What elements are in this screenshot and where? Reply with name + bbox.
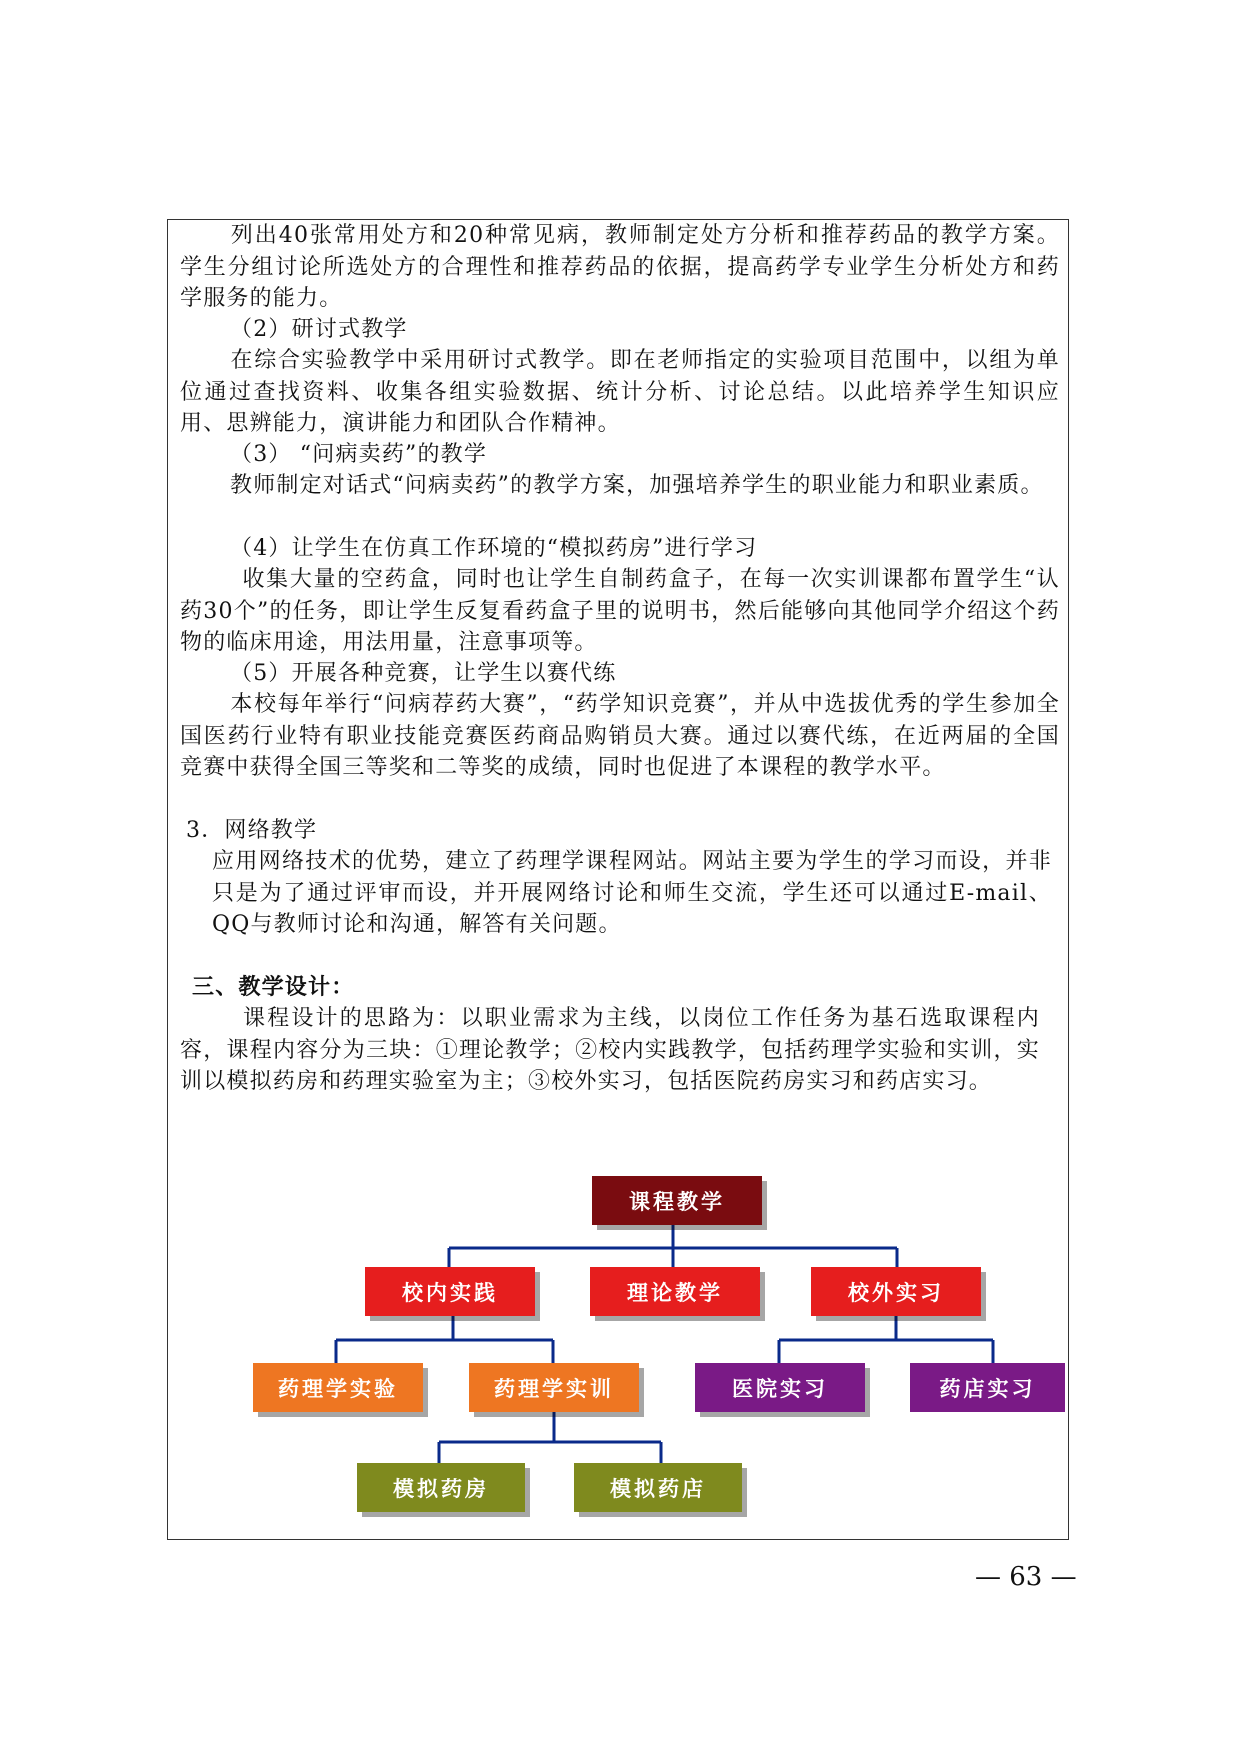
paragraph-simulated-pharmacy: 收集大量的空药盒，同时也让学生自制药盒子，在每一次实训课都布置学生“认药30个”的任务，即让学生反复看药盒子里的说明书，然后能够向其他同学介绍这个药物的临床用途，用法用量，注意事项等。 bbox=[180, 567, 1060, 655]
paragraph-prescription-analysis: 列出40张常用处方和20种常见病，教师制定处方分析和推荐药品的教学方案。 学生分组讨论所选处方的合理性和推荐药品的依据，提高药学专业学生分析处方和药学服务的能力。 bbox=[180, 223, 1060, 311]
heading-seminar-teaching: （2）研讨式教学 bbox=[230, 317, 408, 342]
diagram-node-pharmacology-experiment: 药理学实验 bbox=[253, 1363, 423, 1412]
heading-ask-sell-medicine: （3） “问病卖药”的教学 bbox=[230, 442, 488, 467]
heading-simulated-pharmacy: （4）让学生在仿真工作环境的“模拟药房”进行学习 bbox=[230, 536, 758, 561]
section-heading-teaching-design: 三、教学设计： bbox=[192, 975, 355, 1000]
diagram-node-hospital-internship: 医院实习 bbox=[695, 1363, 865, 1412]
diagram-root-course-teaching: 课程教学 bbox=[592, 1176, 762, 1225]
paragraph-network-teaching: 应用网络技术的优势，建立了药理学课程网站。网站主要为学生的学习而设，并非只是为了通过评审而设，并开展网络讨论和师生交流，学生还可以通过E-mail、QQ与教师讨论和沟通，解答有关问题。 bbox=[212, 849, 1052, 937]
paragraph-competitions: 本校每年举行“问病荐药大赛”，“药学知识竞赛”，并从中选拔优秀的学生参加全国医药行业特有职业技能竞赛医药商品购销员大赛。通过以赛代练，在近两届的全国竞赛中获得全国三等奖和二等奖的成绩，同时也促进了本课程的教学水平。 bbox=[180, 692, 1060, 780]
diagram-node-drugstore-internship: 药店实习 bbox=[910, 1363, 1065, 1412]
diagram-node-simulated-drugstore: 模拟药店 bbox=[574, 1463, 742, 1512]
diagram-node-on-campus-practice: 校内实践 bbox=[365, 1267, 535, 1316]
heading-competitions: （5）开展各种竞赛，让学生以赛代练 bbox=[230, 661, 617, 686]
paragraph-ask-sell-medicine: 教师制定对话式“问病卖药”的教学方案，加强培养学生的职业能力和职业素质。 bbox=[230, 473, 1044, 498]
paragraph-course-design: 课程设计的思路为：以职业需求为主线，以岗位工作任务为基石选取课程内容，课程内容分为三块：①理论教学；②校内实践教学，包括药理学实验和实训，实训以模拟药房和药理实验室为主；③校外实习，包括医院药房实习和药店实习。 bbox=[180, 1006, 1040, 1094]
diagram-node-simulated-pharmacy: 模拟药房 bbox=[357, 1463, 525, 1512]
paragraph-seminar-teaching: 在综合实验教学中采用研讨式教学。即在老师指定的实验项目范围中，以组为单位通过查找资料、收集各组实验数据、统计分析、讨论总结。以此培养学生知识应用、思辨能力，演讲能力和团队合作精神。 bbox=[180, 348, 1060, 436]
diagram-node-pharmacology-training: 药理学实训 bbox=[469, 1363, 639, 1412]
diagram-node-off-campus-internship: 校外实习 bbox=[811, 1267, 981, 1316]
heading-network-teaching: 3．网络教学 bbox=[186, 818, 318, 843]
page-number: — 63 — bbox=[975, 1562, 1077, 1592]
diagram-node-theory-teaching: 理论教学 bbox=[590, 1267, 760, 1316]
